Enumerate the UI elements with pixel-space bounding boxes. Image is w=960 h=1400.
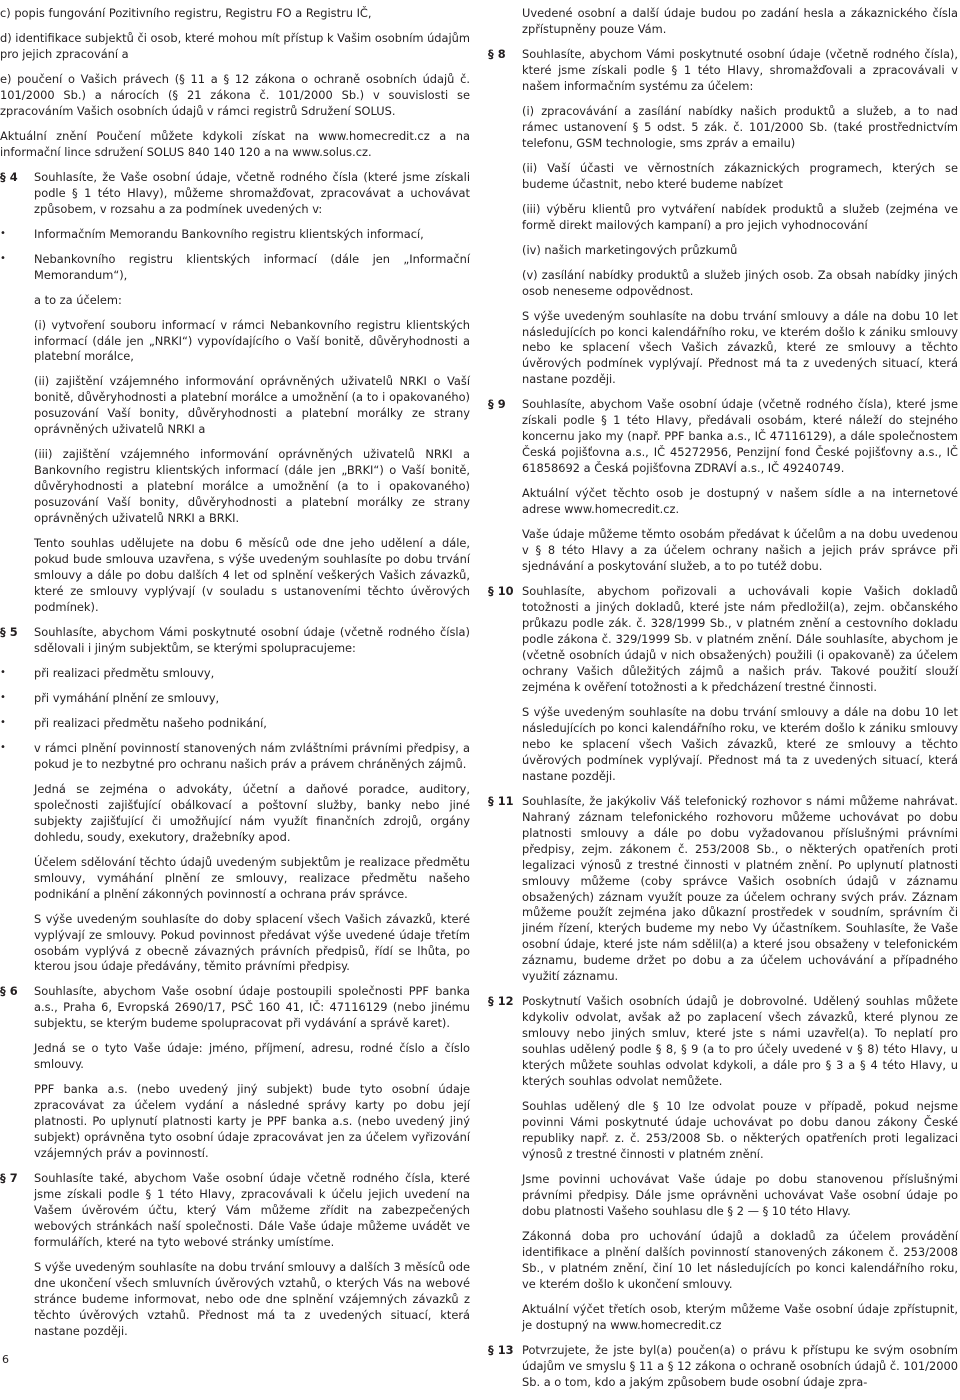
- paragraph: Zákonná doba pro uchování údajů a dokladů za účelem provádění identifikace a plnění dalších povinností stanovených zákonem č. 253/2008 Sb., v platném znění, činí 10 let následujících po konci kalendářního roku, ve kterém došlo k ukončení smlouvy.: [522, 1228, 958, 1291]
- list-item: (iv) našich marketingových průzkumů: [522, 242, 738, 257]
- list-item: (iii) zajištění vzájemného informování oprávněných uživatelů NRKI a Bankovního registru klientských informací (dále jen „BRKI“) o Vaší bonitě, důvěryhodnosti a platební morálce a umožnění (a to i opakovaného) posuzování Vaší bonity, důvěryhodnosti a platební morálky ze strany oprávněných uživatelů NRKI a BRKI.: [34, 447, 470, 526]
- paragraph: Účelem sdělování těchto údajů uvedeným subjektům je realizace předmětu smlouvy, vymáhání plnění ze smlouvy, realizace předmětu našeho podnikání a plnění zákonných povinností a ochrana práv správce.: [34, 854, 470, 901]
- paragraph: Tento souhlas udělujete na dobu 6 měsíců ode dne jeho udělení a dále, pokud bude smlouva uzavřena, s výše uvedeným souhlasíte po dobu trvání smlouvy a dále po dobu dalších 4 let od splnění veškerých Vašich závazků, které ze smlouvy vyplývají (v souladu s ustanoveními těchto úvěrových podmínek).: [34, 536, 470, 615]
- section-8: [488, 47, 958, 388]
- section-number: § 5: [0, 625, 32, 641]
- bullet-item: • při realizaci předmětu našeho podnikání,: [34, 716, 470, 732]
- paragraph: a to za účelem:: [34, 292, 122, 307]
- paragraph: Souhlasíte, že Vaše osobní údaje, včetně rodného čísla (které jsme získali podle § 1 této Hlavy), můžeme shromažďovat, zpracovávat a uchovávat způsobem, v rozsahu a za podmínek uvedených v:: [34, 169, 470, 216]
- list-item: (ii) Vaší účasti ve věrnostních zákaznických programech, kterých se budeme účastnit, nebo které budeme nabízet: [522, 160, 958, 191]
- intro-paragraph: Aktuální znění Poučení můžete kdykoli získat na www.homecredit.cz a na informační lince sdružení SOLUS 840 140 120 a na www.solus.cz.: [0, 128, 470, 159]
- left-column: [0, 6, 470, 1349]
- paragraph: Souhlasíte také, abychom Vaše osobní údaje včetně rodného čísla, které jsme získali podle § 1 této Hlavy, zpracovávali k účelu jejich uvedení na Vašem úvěrovém účtu, který Vám můžeme zřídit na zabezpečených webových stránkách naší společnosti. Dále Vaše údaje můžeme uvádět ve formulářích, které na tyto webové stránky umístíme.: [34, 1171, 470, 1249]
- intro-block: [0, 6, 470, 161]
- section-10: [488, 584, 958, 785]
- section-4: [0, 170, 470, 616]
- paragraph: S výše uvedeným souhlasíte do doby splacení všech Vašich závazků, které vyplývají ze smlouvy. Pokud povinnost předávat výše uvedené údaje třetím osobám vyplývá z obecně závazných právních předpisů, řídí se lhůta, po kterou jsou údaje předávány, těmito právními předpisy.: [34, 911, 470, 974]
- paragraph: Jsme povinni uchovávat Vaše údaje po dobu stanovenou příslušnými právními předpisy. Dále jsme oprávněni uchovávat Vaše osobní údaje po dobu platnosti Vašeho souhlasu dle § 2 — § 10 této Hlavy.: [522, 1172, 958, 1218]
- paragraph: Souhlasíte, abychom pořizovali a uchovávali kopie Vašich dokladů totožnosti a jiných dokladů, které jste nám předložil(a), zejm. občanského průkazu podle zák. č. 328/1999 Sb., v platném znění a cestovního dokladu podle zákona č. 329/1999 Sb. v platném znění. Dále souhlasíte, abychom je (včetně osobních údajů v nich obsažených) použili (i opakovaně) za účelem ochrany Vašich důležitých zájmů a našich práv. Takové použití slouží zejména k ověření totožnosti a k předcházení trestné činnosti.: [522, 584, 958, 694]
- right-column: [488, 6, 958, 1400]
- section-11: [488, 794, 958, 986]
- paragraph: Aktuální výčet těchto osob je dostupný v našem sídle a na internetové adrese www.homecredit.cz.: [522, 486, 958, 517]
- paragraph: Souhlasíte, že jakýkoliv Váš telefonický rozhovor s námi můžeme nahrávat. Nahraný záznam telefonického rozhovoru můžeme uchovávat po dobu platnosti smlouvy a dále po dobu vyžadovanou příslušnými právními předpisy, zejm. zákonem č. 253/2008 Sb., o některých opatřeních proti legalizaci výnosů z trestné činnosti v platném znění. Po uplynutí platnosti smlouvy můžeme (coby správce Vašich osobních údajů v záznamu obsažených) záznam využít pouze za účelem ochrany svých práv. Záznam můžeme použít zejména jako důkazní prostředek v soudním, správním či jiném řízení, kterých budeme my nebo Vy účastníkem. Souhlasíte, že Vaše osobní údaje, které jste nám sdělil(a) a které jsou obsaženy v telefonickém záznamu, budeme držet po dobu a za účelem uchovávání a případného využití záznamu.: [522, 793, 958, 984]
- section-9: [488, 397, 958, 575]
- section-number: § 9: [488, 397, 520, 413]
- paragraph: Souhlas udělený dle § 10 lze odvolat pouze v případě, pokud nejsme povinni Vámi poskytnuté údaje uchovávat po dobu danou zákony České republiky např. z. č. 253/2008 Sb. o některých opatřeních proti legalizaci výnosů z trestné činnosti v platném znění.: [522, 1099, 958, 1162]
- list-item: (i) zpracovávání a zasílání nabídky našich produktů a služeb, a to nad rámec ustanovení § 5 odst. 5 zák. č. 101/2000 Sb. (také prostřednictvím telefonu, GSM technologie, sms zpráv a emailu): [522, 103, 958, 150]
- page-number: 6: [2, 1353, 9, 1366]
- bullet-item: • Informačním Memorandu Bankovního registru klientských informací,: [34, 227, 470, 243]
- bullet-item: • při realizaci předmětu smlouvy,: [34, 666, 470, 682]
- section-number: § 8: [488, 47, 520, 63]
- continued-block: [488, 6, 958, 38]
- list-item: (v) zasílání nabídky produktů a služeb jiných osob. Za obsah nabídky jiných osob neneseme odpovědnost.: [522, 267, 958, 298]
- paragraph: Uvedené osobní a další údaje budou po zadání hesla a zákaznického čísla zpřístupněny pouze Vám.: [522, 6, 958, 36]
- paragraph: Potvrzujete, že jste byl(a) poučen(a) o právu k přístupu ke svým osobním údajům ve smyslu § 11 a § 12 zákona o ochraně osobních údajů č. 101/2000 Sb. a o tom, kdo a jakým způsobem bude osobní údaje zpra-: [522, 1342, 958, 1389]
- section-number: § 4: [0, 170, 32, 186]
- section-13: [488, 1343, 958, 1391]
- bullet-list: [34, 666, 470, 773]
- intro-paragraph: e) poučení o Vašich právech (§ 11 a § 12 zákona o ochraně osobních údajů č. 101/2000 Sb.) a nárocích (§ 21 zákona č. 101/2000 Sb.) v souvislosti se zpracováním Vašich osobních údajů v rámci registrů Sdružení SOLUS.: [0, 71, 470, 118]
- paragraph: S výše uvedeným souhlasíte na dobu trvání smlouvy a dále na dobu 10 let následujících po konci kalendářního roku, ve kterém došlo k zániku smlouvy nebo ke splacení všech Vašich závazků, které ze smlouvy a těchto úvěrových podmínek vyplývají. Přednost má ta z uvedených situací, která nastane později.: [522, 704, 958, 783]
- section-number: § 12: [488, 994, 520, 1010]
- section-number: § 13: [488, 1343, 520, 1359]
- section-number: § 11: [488, 794, 520, 810]
- paragraph: Jedná se zejména o advokáty, účetní a daňové poradce, auditory, společnosti zajišťující obálkovací a poštovní služby, banky nebo jiné subjekty zajišťující či umožňující nám využít finančních zdrojů, orgány dohledu, soudy, exekutory, dražebníky apod.: [34, 781, 470, 844]
- section-number: § 10: [488, 584, 520, 600]
- intro-paragraph: d) identifikace subjektů či osob, které mohou mít přístup k Vašim osobním údajům pro jejich zpracování a: [0, 30, 470, 61]
- list-item: (ii) zajištění vzájemného informování oprávněných uživatelů NRKI o Vaší bonitě, důvěryhodnosti a platební morálce a umožnění (a to i opakovaného) posuzování Vaší bonity, důvěryhodnosti a platební morálky ze strany oprávněných uživatelů NRKI a: [34, 374, 470, 437]
- section-5: [0, 625, 470, 975]
- paragraph: Poskytnutí Vašich osobních údajů je dobrovolné. Udělený souhlas můžete kdykoliv odvolat, avšak až po zaplacení všech závazků, které plynou ze smlouvy nebo jiných smluv, které jste s námi uzavřel(a). To neplatí pro souhlas udělený podle § 8, § 9 (a to pro účely uvedené v § 8) této Hlavy, u kterých můžete souhlas odvolat kdykoli, a dále pro § 3 a § 4 této Hlavy, u kterých souhlas odvolat nemůžete.: [522, 994, 958, 1089]
- bullet-item: • v rámci plnění povinností stanovených nám zvláštními právními předpisy, a pokud je to nezbytné pro ochranu našich práv a právem chráněných zájmů.: [34, 741, 470, 773]
- paragraph: S výše uvedeným souhlasíte na dobu trvání smlouvy a dalších 3 měsíců ode dne ukončení všech smluvních úvěrových vztahů, o kterých Vás na webové stránce budeme informovat, nebo ode dne splnění vzájemných závazků z těchto úvěrových vztahů. Přednost má ta z uvedených situací, která nastane později.: [34, 1259, 470, 1338]
- intro-paragraph: c) popis fungování Pozitivního registru, Registru FO a Registru IČ,: [0, 6, 372, 20]
- list-item: (i) vytvoření souboru informací v rámci Nebankovního registru klientských informací (dále jen „NRKI“) vypovídajícího o Vaší bonitě, důvěryhodnosti a platební morálce,: [34, 317, 470, 364]
- bullet-item: • při vymáhání plnění ze smlouvy,: [34, 691, 470, 707]
- section-6: [0, 984, 470, 1162]
- section-12: [488, 994, 958, 1333]
- paragraph: S výše uvedeným souhlasíte na dobu trvání smlouvy a dále na dobu 10 let následujících po konci kalendářního roku, ve kterém došlo k zániku smlouvy nebo ke splacení všech Vašich závazků, které ze smlouvy a těchto úvěrových podmínek vyplývají. Přednost má ta z uvedených situací, která nastane později.: [522, 308, 958, 387]
- bullet-list: [34, 227, 470, 284]
- section-7: [0, 1171, 470, 1340]
- paragraph: Souhlasíte, abychom Vaše osobní údaje (včetně rodného čísla), které jsme získali podle § 1 této Hlavy, předávali osobám, které náleží do stejného koncernu jako my (např. PPF banka a.s., IČ 47116129), a dále společnostem Česká pojišťovna a.s., IČ 45272956, Penzijní fond České pojišťovny a.s., IČ 61858692 a Česká pojišťovna ZDRAVÍ a.s., IČ 49240749.: [522, 397, 958, 476]
- paragraph: Aktuální výčet třetích osob, kterým můžeme Vaše osobní údaje zpřístupnit, je dostupný na www.homecredit.cz: [522, 1301, 958, 1332]
- list-item: (iii) výběru klientů pro vytváření nabídek produktů a služeb (zejména ve formě direkt mailových kampaní) a pro jejich vyhodnocování: [522, 201, 958, 232]
- bullet-item: • Nebankovního registru klientských informací (dále jen „Informační Memorandum“),: [34, 252, 470, 284]
- section-number: § 6: [0, 984, 32, 1000]
- paragraph: Jedná se o tyto Vaše údaje: jméno, příjmení, adresu, rodné číslo a číslo smlouvy.: [34, 1041, 470, 1072]
- section-number: § 7: [0, 1171, 32, 1187]
- paragraph: Vaše údaje můžeme těmto osobám předávat k účelům a na dobu uvedenou v § 8 této Hlavy a za účelem ochrany našich a jejich práv správce při sjednávání a poskytování služeb, a to po tutéž dobu.: [522, 527, 958, 574]
- paragraph: Souhlasíte, abychom Vaše osobní údaje postoupili společnosti PPF banka a.s., Praha 6, Evropská 2690/17, PSČ 160 41, IČ: 47116129 (nebo jinému subjektu, se kterým budeme spolupracovat při vydávání a správě karet).: [34, 984, 470, 1031]
- paragraph: Souhlasíte, abychom Vámi poskytnuté osobní údaje (včetně rodného čísla), které jsme získali podle § 1 této Hlavy, shromažďovali a zpracovávali v našem informačním systému za účelem:: [522, 46, 958, 93]
- paragraph: PPF banka a.s. (nebo uvedený jiný subjekt) bude tyto osobní údaje zpracovávat za účelem vydání a následné správy karty po dobu její platnosti. Po uplynutí platnosti karty je PPF banka a.s. (nebo uvedený jiný subjekt) oprávněna tyto osobní údaje zpracovávat jen za účelem vyřizování vzájemných práv a povinností.: [34, 1082, 470, 1161]
- paragraph: Souhlasíte, abychom Vámi poskytnuté osobní údaje (včetně rodného čísla) sdělovali i jiným subjektům, se kterými spolupracujeme:: [34, 625, 470, 655]
